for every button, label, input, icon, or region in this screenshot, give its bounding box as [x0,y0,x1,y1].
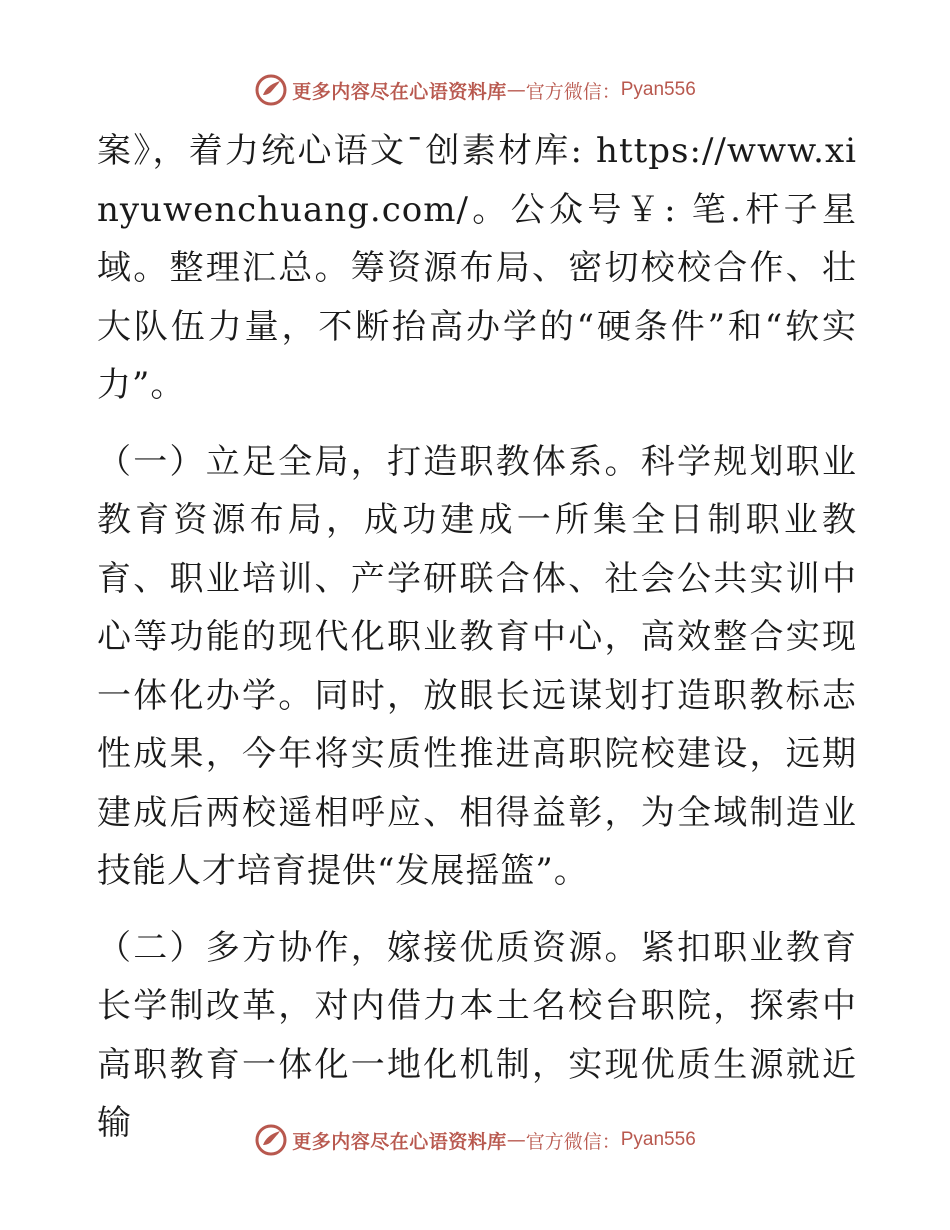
footer-wechat-id: Pyan556 [620,1129,696,1150]
footer-official-label: 官方微信： [525,1130,621,1153]
footer-separator: — [506,1129,526,1151]
header-brand-text: 更多内容尽在心语资料库 [292,80,507,103]
red-seal-logo-icon [254,1123,288,1157]
footer-banner [0,1120,950,1160]
paragraph-3: （二）多方协作，嫁接优质资源。紧扣职业教育长学制改革，对内借力本土名校台职院，探索中高职教育一体化一地化机制，实现优质生源就近输 [97,927,857,1143]
header-official-label: 官方微信： [525,80,621,103]
header-banner [0,70,950,110]
paragraph-1: 案》，着力统心语文¯创素材库: https://www.xinyuwenchuang.com/。公众号￥: 笔.杆子星域。整理汇总。筹资源布局、密切校校合作、壮大队伍力量，不断抬高办学的“硬条件”和“软实力”。 [97,131,857,405]
red-seal-logo-icon [254,73,288,107]
footer-brand-text: 更多内容尽在心语资料库 [292,1130,507,1153]
header-wechat-id: Pyan556 [620,79,696,100]
paragraph-2: （一）立足全局，打造职教体系。科学规划职业教育资源布局，成功建成一所集全日制职业教育、职业培训、产学研联合体、社会公共实训中心等功能的现代化职业教育中心，高效整合实现一体化办学。同时，放眼长远谋划打造职教标志性成果，今年将实质性推进高职院校建设，远期建成后两校遥相呼应、相得益彰，为全域制造业技能人才培育提供“发展摇篮”。 [97,441,857,891]
header-separator: — [506,79,526,101]
document-body [97,122,857,1153]
